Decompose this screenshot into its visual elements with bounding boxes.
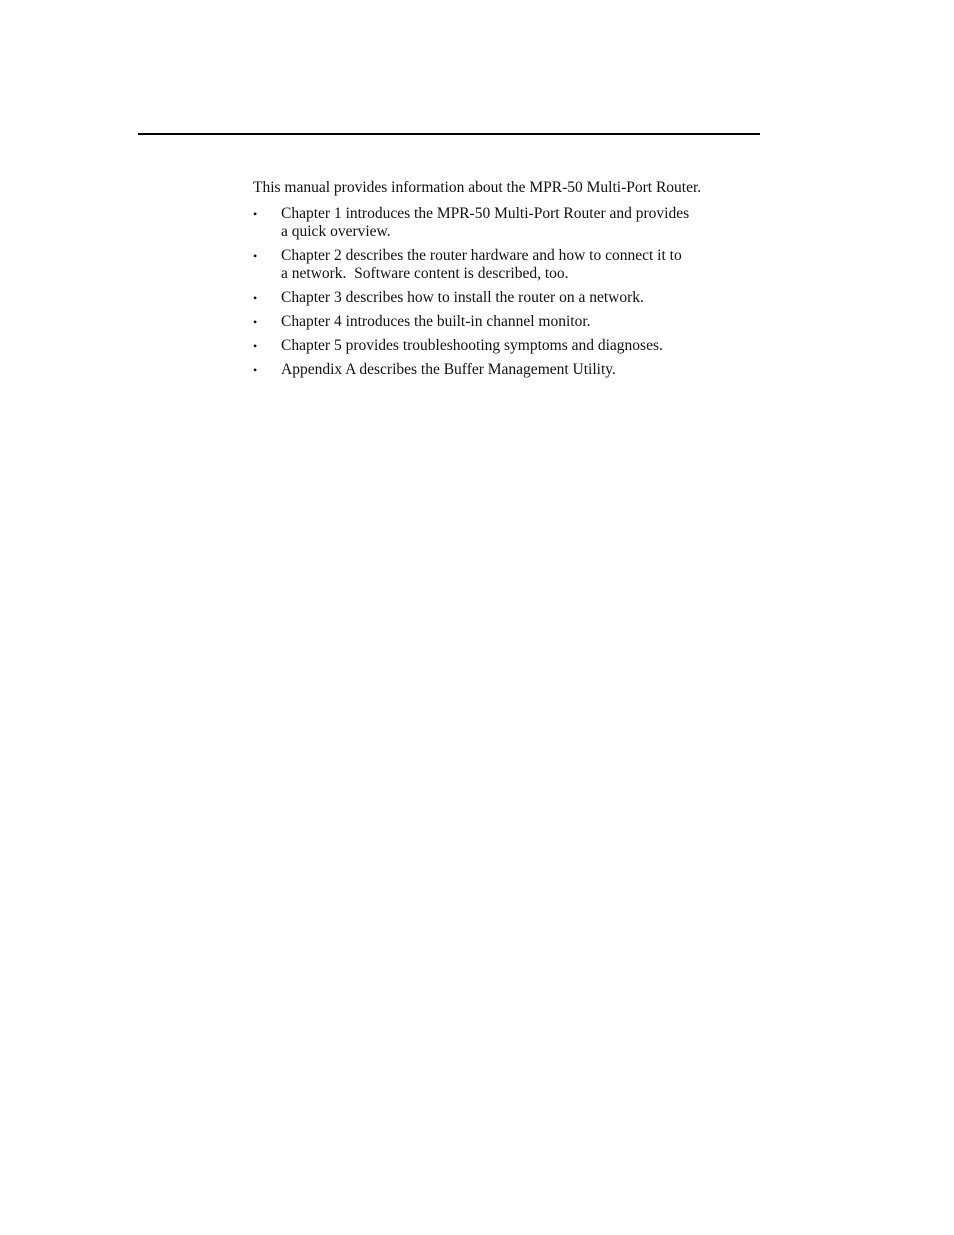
list-item-text: a quick overview. bbox=[281, 223, 391, 240]
list-item-text: Appendix A describes the Buffer Management Utility. bbox=[281, 361, 616, 378]
bullet-icon: • bbox=[253, 363, 258, 377]
list-item bbox=[253, 205, 793, 241]
header-rule bbox=[138, 133, 760, 135]
list-item bbox=[253, 247, 793, 283]
bullet-icon: • bbox=[253, 315, 258, 329]
bullet-icon: • bbox=[253, 249, 258, 263]
list-item-text: Chapter 2 describes the router hardware and how to connect it to bbox=[281, 247, 682, 264]
list-item-text: Chapter 5 provides troubleshooting symptoms and diagnoses. bbox=[281, 337, 663, 354]
bullet-icon: • bbox=[253, 291, 258, 305]
bullet-icon: • bbox=[253, 339, 258, 353]
chapter-list bbox=[253, 205, 793, 379]
list-item-text: Chapter 1 introduces the MPR-50 Multi-Port Router and provides bbox=[281, 205, 690, 222]
list-item bbox=[253, 337, 793, 355]
list-item-text: a network. Software content is described, too. bbox=[281, 265, 569, 282]
list-item bbox=[253, 361, 793, 379]
document-body bbox=[253, 178, 793, 385]
intro-paragraph: This manual provides information about the MPR-50 Multi-Port Router. bbox=[253, 179, 702, 196]
list-item-text: Chapter 3 describes how to install the router on a network. bbox=[281, 289, 644, 306]
list-item bbox=[253, 289, 793, 307]
list-item bbox=[253, 313, 793, 331]
list-item-text: Chapter 4 introduces the built-in channel monitor. bbox=[281, 313, 591, 330]
bullet-icon: • bbox=[253, 207, 258, 221]
